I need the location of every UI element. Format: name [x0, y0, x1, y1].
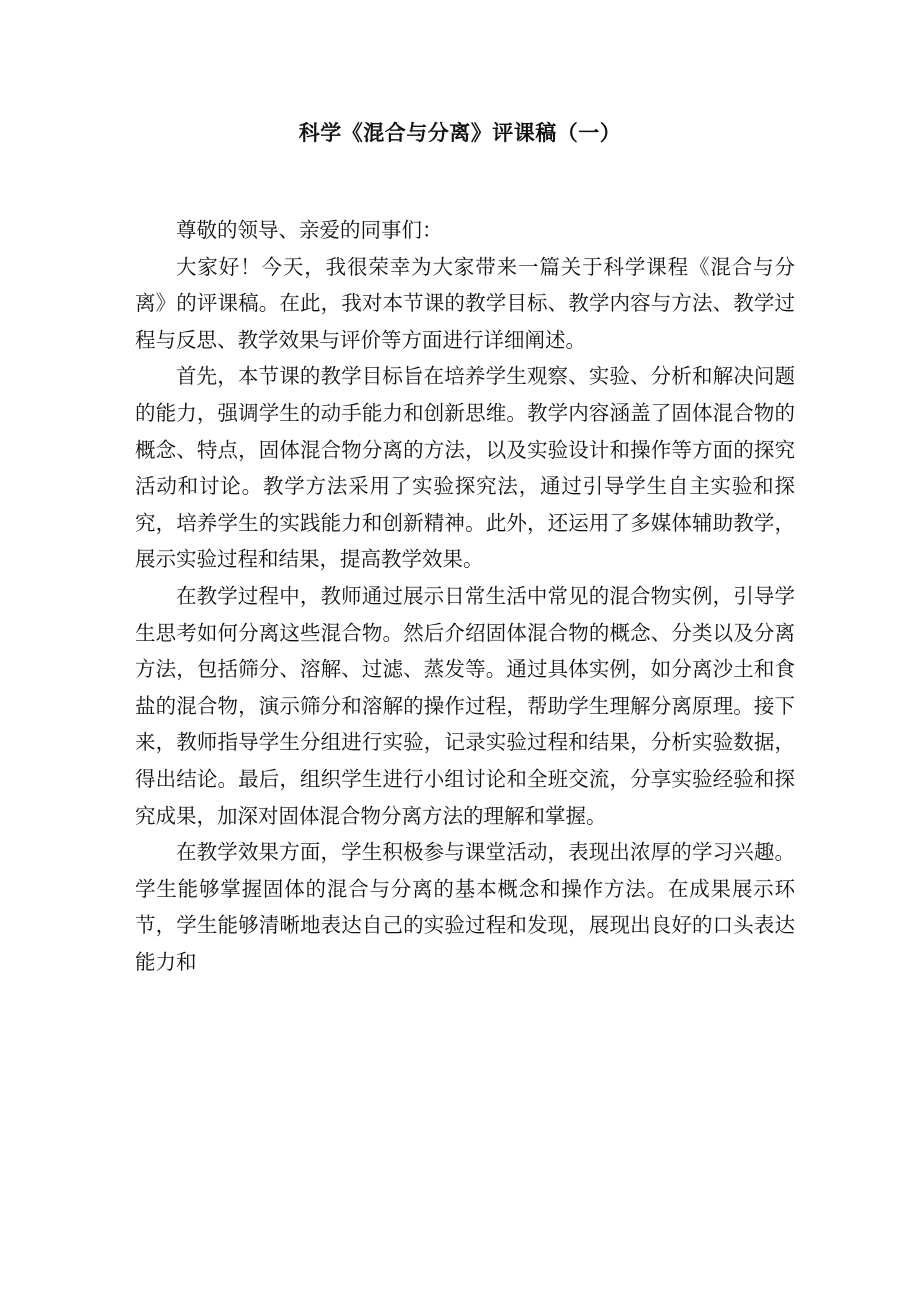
document-title: 科学《混合与分离》评课稿（一） [298, 120, 622, 145]
paragraph-intro: 大家好！今天，我很荣幸为大家带来一篇关于科学课程《混合与分离》的评课稿。在此，我对本节课的教学目标、教学内容与方法、教学过程与反思、教学效果与评价等方面进行详细阐述。 [135, 254, 795, 352]
paragraph-process: 在教学过程中，教师通过展示日常生活中常见的混合物实例，引导学生思考如何分离这些混合物。然后介绍固体混合物的概念、分类以及分离方法，包括筛分、溶解、过滤、蒸发等。通过具体实例，如分离沙土和食盐的混合物，演示筛分和溶解的操作过程，帮助学生理解分离原理。接下来，教师指导学生分组进行实验，记录实验过程和结果，分析实验数据，得出结论。最后，组织学生进行小组讨论和全班交流，分享实验经验和探究成果，加深对固体混合物分离方法的理解和掌握。 [135, 583, 795, 828]
paragraph-greeting: 尊敬的领导、亲爱的同事们： [176, 218, 443, 242]
paragraph-objectives: 首先，本节课的教学目标旨在培养学生观察、实验、分析和解决问题的能力，强调学生的动手能力和创新思维。教学内容涵盖了固体混合物的概念、特点，固体混合物分离的方法，以及实验设计和操作等方面的探究活动和讨论。教学方法采用了实验探究法，通过引导学生自主实验和探究，培养学生的实践能力和创新精神。此外，还运用了多媒体辅助教学，展示实验过程和结果，提高教学效果。 [135, 364, 795, 572]
paragraph-effects: 在教学效果方面，学生积极参与课堂活动，表现出浓厚的学习兴趣。学生能够掌握固体的混合与分离的基本概念和操作方法。在成果展示环节，学生能够清晰地表达自己的实验过程和发现，展现出良好的口头表达能力和 [135, 840, 795, 974]
document-body [135, 212, 795, 980]
